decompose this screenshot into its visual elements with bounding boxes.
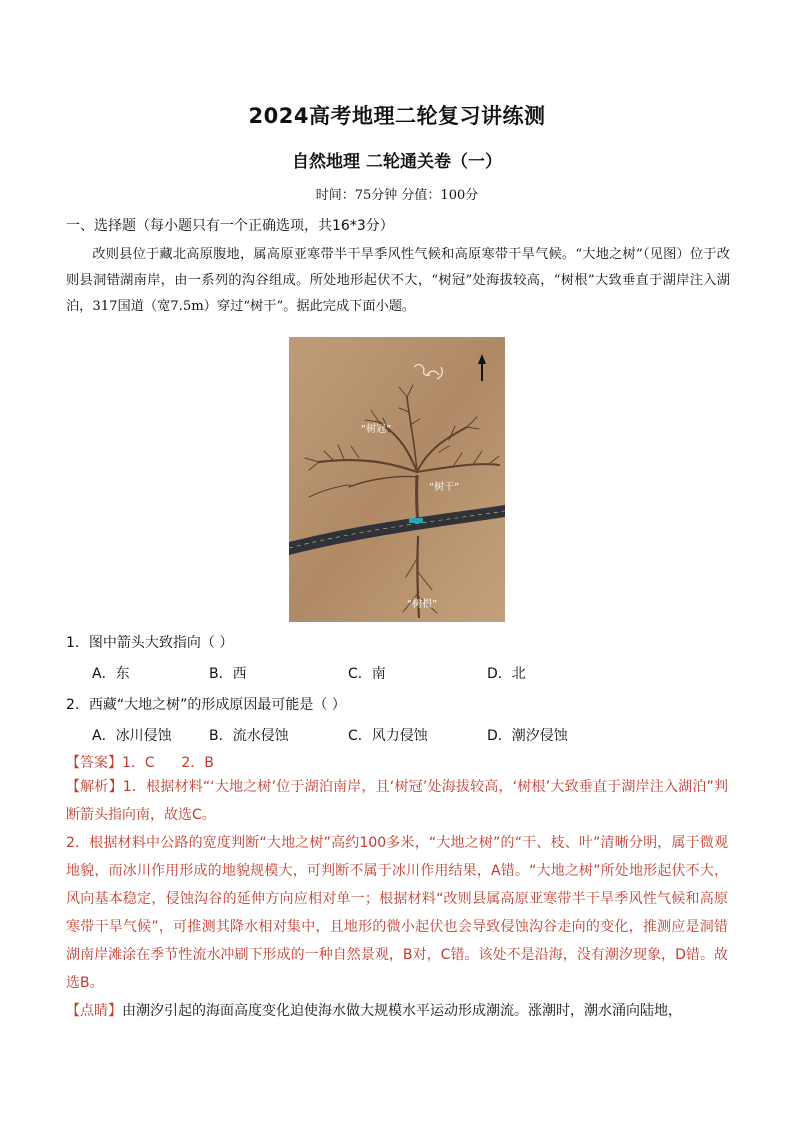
analysis-block xyxy=(66,773,728,1025)
q2-option-d[interactable]: D．潮汐侵蚀 xyxy=(487,728,568,744)
page-subtitle: 自然地理 二轮通关卷（一） xyxy=(292,152,502,172)
analysis-tag: 【解析】 xyxy=(66,779,123,795)
analysis-text-2: 2．根据材料中公路的宽度判断“大地之树”高约100多米，“大地之树”的“干、枝、叶”清晰分明，属于微观地貌，而冰川作用形成的地貌规模大，可判断不属于冰川作用结果，A错。“大地之树”所处地形起伏不大，风向基本稳定，侵蚀沟谷的延伸方向应相对单一；根据材料“改则县属高原亚寒带半干旱季风性气候和高原寒带干旱气候”，可推测其降水相对集中，且地形的微小起伏也会导致侵蚀沟谷走向的变化，推测应是洞错湖南岸滩涂在季节性流水冲刷下形成的一种自然景观，B对，C错。该处不是沿海，没有潮汐现象，D错。故选B。 xyxy=(66,835,728,991)
q1-option-b[interactable]: B．西 xyxy=(209,666,247,682)
question-1-stem: 1．图中箭头大致指向（ ） xyxy=(66,635,234,651)
q2-option-b[interactable]: B．流水侵蚀 xyxy=(209,728,289,744)
question-2-stem: 2．西藏“大地之树”的形成原因最可能是（ ） xyxy=(66,697,346,713)
q2-option-c[interactable]: C．风力侵蚀 xyxy=(348,728,428,744)
analysis-text-1: 1．根据材料“‘大地之树’位于湖泊南岸，且‘树冠’处海拔较高，‘树根’大致垂直于湖岸注入湖泊”判断箭头指向南，故选C。 xyxy=(66,779,728,823)
page-title: 2024高考地理二轮复习讲练测 xyxy=(248,104,546,128)
q1-option-c[interactable]: C．南 xyxy=(348,666,386,682)
label-crown: “树冠” xyxy=(361,424,392,435)
vehicle xyxy=(409,518,423,523)
label-trunk: “树干” xyxy=(429,482,460,493)
tree-of-earth-photo xyxy=(289,337,505,622)
label-root: “树根” xyxy=(407,599,438,610)
exam-meta: 时间：75分钟 分值：100分 xyxy=(315,188,479,203)
analysis-p1 xyxy=(66,773,728,829)
photo-ground xyxy=(289,337,505,622)
q2-option-a[interactable]: A．冰川侵蚀 xyxy=(92,728,172,744)
q1-option-d[interactable]: D．北 xyxy=(487,666,526,682)
answer-text: 1．C 2．B xyxy=(122,755,214,771)
section-heading: 一、选择题（每小题只有一个正确选项，共16*3分） xyxy=(66,218,394,234)
answer-tag: 【答案】 xyxy=(66,755,122,771)
points-text: 由潮汐引起的海面高度变化迫使海水做大规模水平运动形成潮流。涨潮时，潮水涌向陆地， xyxy=(122,1003,682,1019)
points-line xyxy=(66,997,728,1025)
answer-line xyxy=(66,752,214,772)
points-tag: 【点睛】 xyxy=(66,1003,122,1019)
material-paragraph: 改则县位于藏北高原腹地，属高原亚寒带半干旱季风性气候和高原寒带干旱气候。“大地之树”（见图）位于改则县洞错湖南岸，由一系列的沟谷组成。所处地形起伏不大，“树冠”处海拔较高，“树根”大致垂直于湖岸注入湖泊，317国道（宽7.5m）穿过“树干”。据此完成下面小题。 xyxy=(66,247,730,314)
q1-option-a[interactable]: A．东 xyxy=(92,666,130,682)
